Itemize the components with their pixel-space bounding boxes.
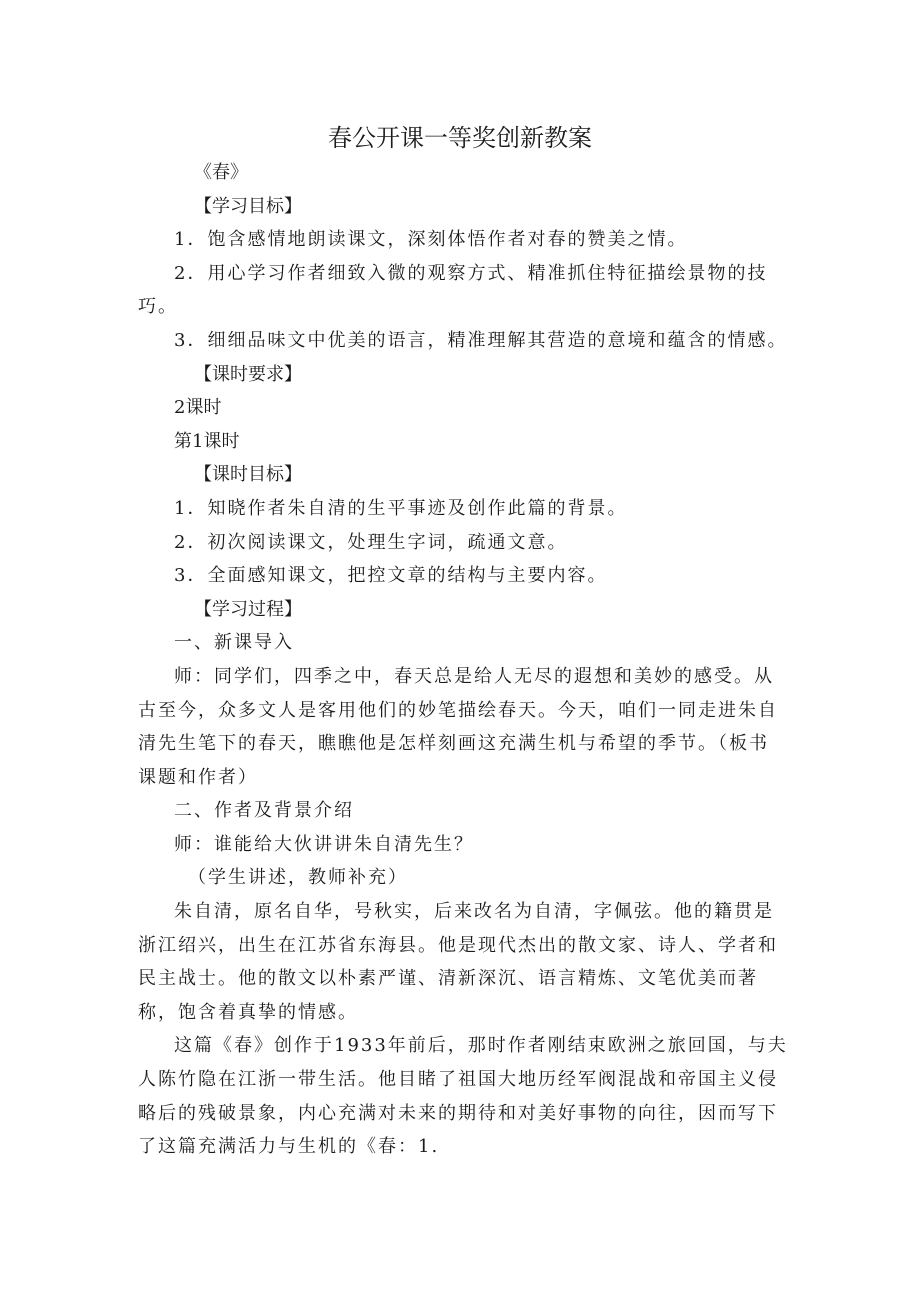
section-heading-lesson-requirement: 【课时要求】 [194,363,302,385]
subsection-heading-author-background: 二、作者及背景介绍 [174,800,354,822]
lesson-count: 2课时 [174,397,222,419]
learning-goal-2: 2．用心学习作者细致入微的观察方式、精准抓住特征描绘景物的技巧。 [138,262,768,318]
section-heading-learning-goals: 【学习目标】 [194,195,302,217]
teacher-intro-paragraph: 师：同学们，四季之中，春天总是给人无尽的遐想和美妙的感受。从古至今，众多文人是客用他们的妙笔描绘春天。今天，咱们一同走进朱自清先生笔下的春天，瞧瞧他是怎样刻画这充满生机与希望的季节。（板书课题和作者） [138,665,778,788]
section-heading-learning-process: 【学习过程】 [194,598,302,620]
lesson-one-heading: 第1课时 [174,430,240,452]
section-heading-lesson-goals: 【课时目标】 [194,464,302,486]
document-body [138,156,788,1164]
text-title-chun: 《春》 [194,162,248,183]
document-title: 春公开课一等奖创新教案 [328,124,592,152]
lesson-goal-3: 3．全面感知课文，把控文章的结构与主要内容。 [174,565,608,587]
teacher-question: 师：谁能给大伙讲讲朱自清先生？ [174,833,474,855]
subsection-heading-intro: 一、新课导入 [174,632,294,654]
learning-goal-1: 1．饱含感情地朗读课文，深刻体悟作者对春的赞美之情。 [174,229,688,251]
learning-goal-3: 3．细细品味文中优美的语言，精准理解其营造的意境和蕴含的情感。 [174,329,788,351]
background-paragraph: 这篇《春》创作于1933年前后，那时作者刚结束欧洲之旅回国，与夫人陈竹隐在江浙一带生活。他目睹了祖国大地历经军阀混战和帝国主义侵略后的残破景象，内心充满对未来的期待和对美好事物的向往，因而写下了这篇充满活力与生机的《春：1. [138,1035,788,1158]
author-biography-paragraph: 朱自清，原名自华，号秋实，后来改名为自清，字佩弦。他的籍贯是浙江绍兴，出生在江苏省东海县。他是现代杰出的散文家、诗人、学者和民主战士。他的散文以朴素严谨、清新深沉、语言精炼、文笔优美而著称，饱含着真挚的情感。 [138,901,778,1023]
lesson-goal-1: 1．知晓作者朱自清的生平事迹及创作此篇的背景。 [174,497,628,519]
student-note: （学生讲述，教师补充） [188,867,408,889]
lesson-goal-2: 2．初次阅读课文，处理生字词，疏通文意。 [174,531,568,553]
